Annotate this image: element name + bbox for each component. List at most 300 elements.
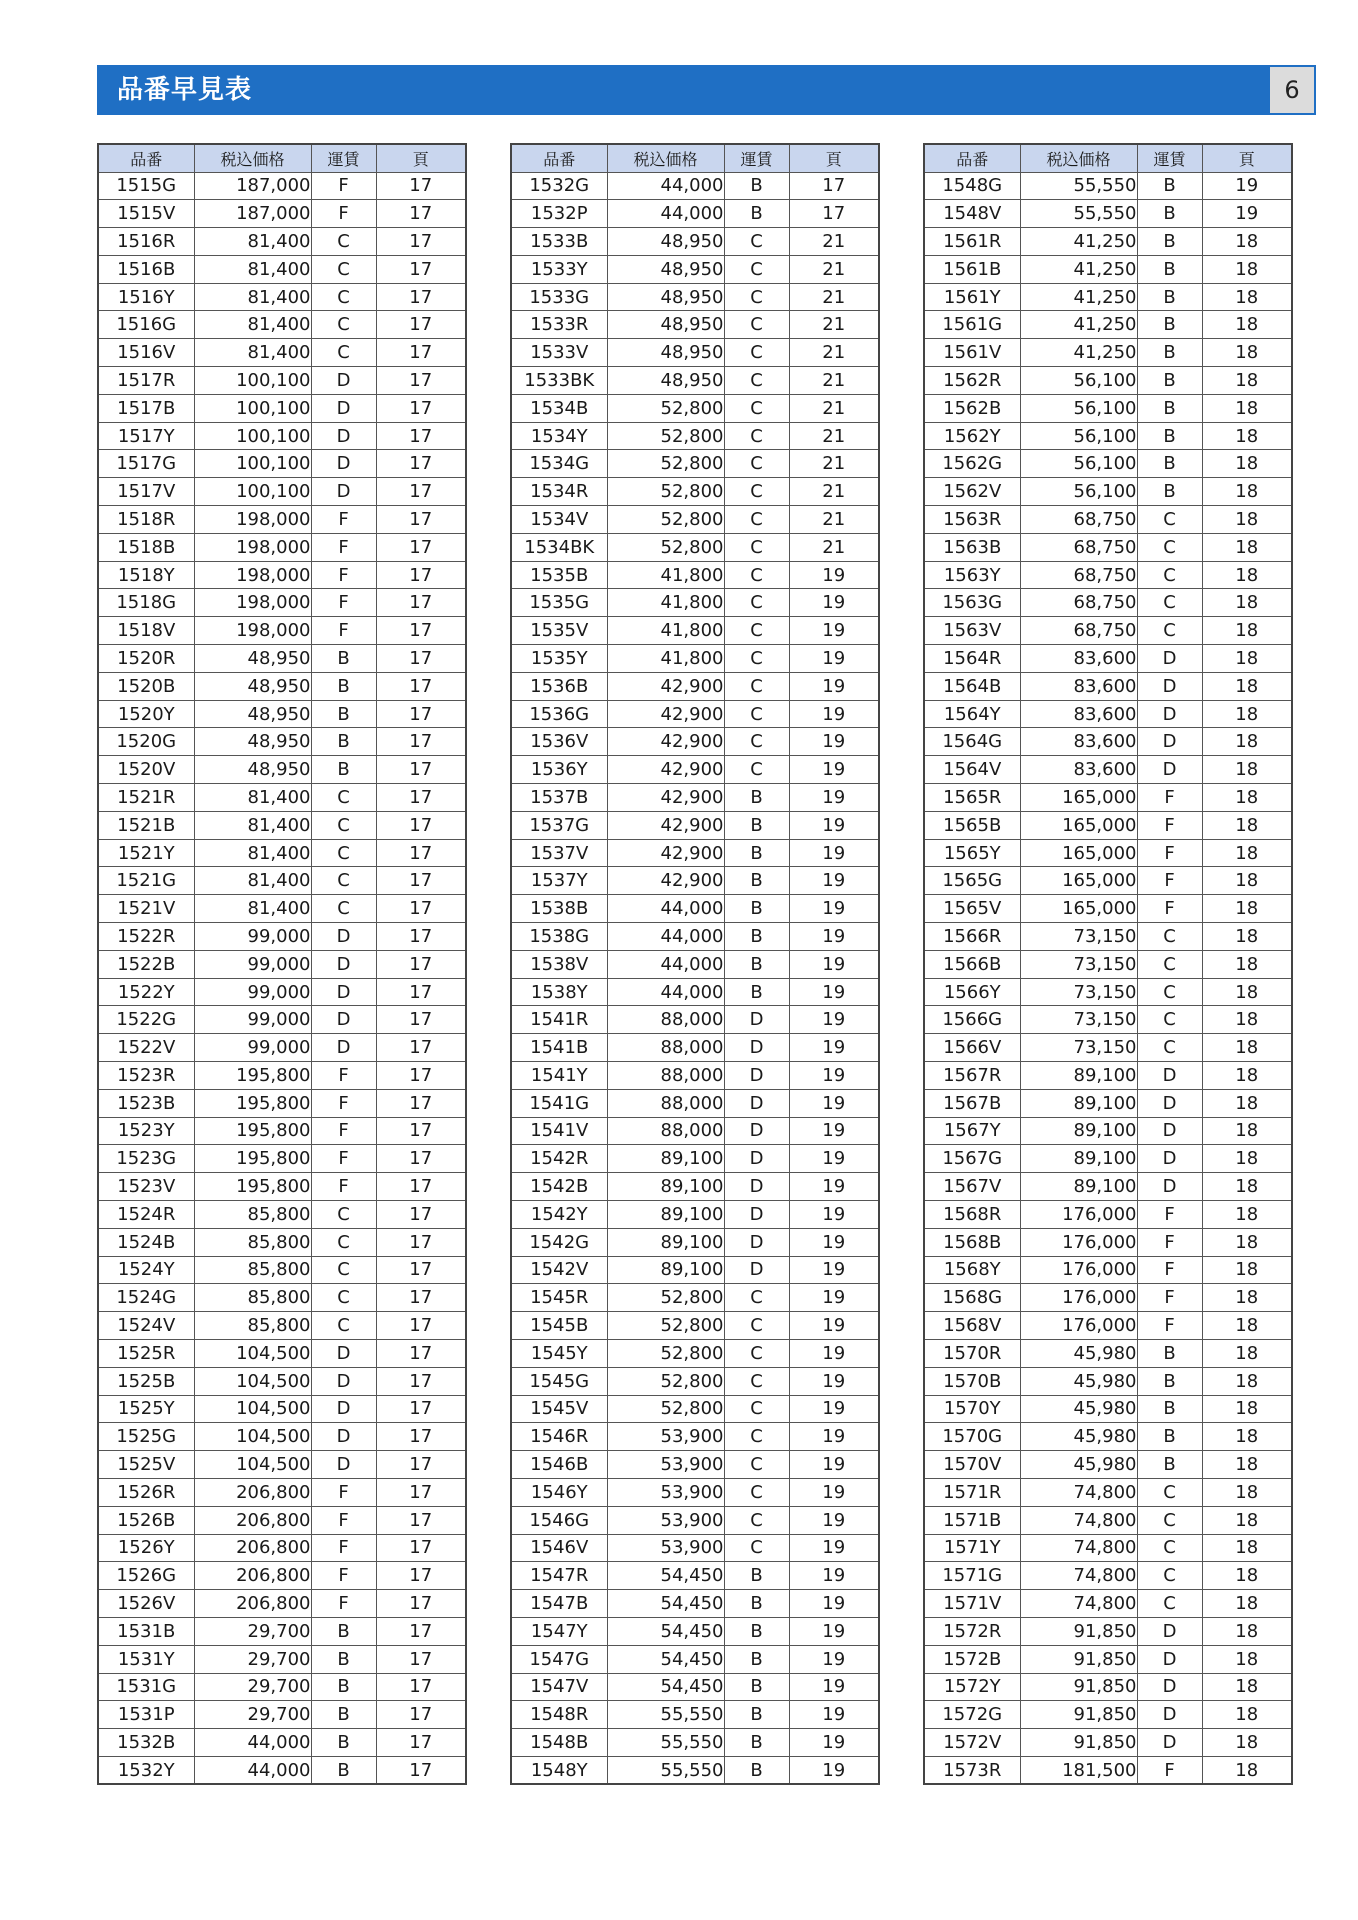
page-cell: 18	[1202, 1590, 1292, 1618]
price-cell: 54,450	[607, 1562, 724, 1590]
freight-cell: F	[311, 617, 376, 645]
freight-cell: B	[311, 756, 376, 784]
freight-cell: B	[1137, 422, 1202, 450]
page-cell: 18	[1202, 283, 1292, 311]
page-cell: 19	[789, 1228, 879, 1256]
page-cell: 17	[376, 784, 466, 812]
part-number-cell: 1536B	[511, 672, 607, 700]
freight-cell: D	[1137, 1673, 1202, 1701]
part-number-cell: 1522G	[98, 1006, 194, 1034]
page-cell: 19	[789, 1451, 879, 1479]
page-cell: 17	[376, 228, 466, 256]
table-row	[98, 533, 466, 561]
price-cell: 206,800	[194, 1562, 311, 1590]
part-number-cell: 1515V	[98, 200, 194, 228]
part-number-cell: 1533B	[511, 228, 607, 256]
part-number-cell: 1534BK	[511, 533, 607, 561]
page-cell: 21	[789, 367, 879, 395]
price-cell: 42,900	[607, 728, 724, 756]
table-row	[924, 1367, 1292, 1395]
part-number-cell: 1565Y	[924, 839, 1020, 867]
part-number-cell: 1564V	[924, 756, 1020, 784]
price-cell: 54,450	[607, 1590, 724, 1618]
table-row	[924, 978, 1292, 1006]
freight-cell: D	[724, 1173, 789, 1201]
part-number-cell: 1518Y	[98, 561, 194, 589]
price-cell: 104,500	[194, 1451, 311, 1479]
part-number-cell: 1568V	[924, 1312, 1020, 1340]
page-cell: 19	[789, 1645, 879, 1673]
table-row	[98, 1729, 466, 1757]
freight-cell: C	[724, 561, 789, 589]
table-row	[924, 1200, 1292, 1228]
table-row	[98, 867, 466, 895]
price-cell: 165,000	[1020, 784, 1137, 812]
part-number-cell: 1533V	[511, 339, 607, 367]
price-cell: 89,100	[607, 1200, 724, 1228]
price-cell: 54,450	[607, 1673, 724, 1701]
part-number-cell: 1525Y	[98, 1395, 194, 1423]
part-number-cell: 1525R	[98, 1339, 194, 1367]
price-cell: 88,000	[607, 1117, 724, 1145]
price-cell: 83,600	[1020, 728, 1137, 756]
page-cell: 18	[1202, 1256, 1292, 1284]
price-cell: 89,100	[1020, 1173, 1137, 1201]
table-row	[98, 839, 466, 867]
freight-cell: C	[724, 617, 789, 645]
freight-cell: C	[1137, 533, 1202, 561]
page-cell: 19	[789, 1117, 879, 1145]
price-cell: 74,800	[1020, 1590, 1137, 1618]
table-row	[924, 728, 1292, 756]
price-cell: 85,800	[194, 1256, 311, 1284]
page-cell: 18	[1202, 533, 1292, 561]
price-cell: 56,100	[1020, 422, 1137, 450]
freight-cell: C	[724, 1395, 789, 1423]
price-cell: 53,900	[607, 1478, 724, 1506]
freight-cell: D	[724, 1228, 789, 1256]
part-number-cell: 1562Y	[924, 422, 1020, 450]
table-row	[511, 867, 879, 895]
table-row	[98, 1006, 466, 1034]
price-cell: 45,980	[1020, 1367, 1137, 1395]
page-cell: 18	[1202, 728, 1292, 756]
freight-cell: D	[311, 450, 376, 478]
freight-cell: F	[1137, 1756, 1202, 1784]
freight-cell: C	[311, 283, 376, 311]
part-number-cell: 1521V	[98, 895, 194, 923]
page-cell: 17	[376, 672, 466, 700]
page-cell: 19	[789, 1701, 879, 1729]
freight-cell: F	[1137, 839, 1202, 867]
freight-cell: B	[1137, 228, 1202, 256]
table-row	[98, 450, 466, 478]
part-number-cell: 1567V	[924, 1173, 1020, 1201]
price-cell: 176,000	[1020, 1200, 1137, 1228]
table-row	[511, 1673, 879, 1701]
price-cell: 99,000	[194, 923, 311, 951]
page-cell: 17	[376, 645, 466, 673]
page-cell: 17	[376, 839, 466, 867]
price-cell: 48,950	[194, 728, 311, 756]
price-cell: 81,400	[194, 283, 311, 311]
part-number-cell: 1535Y	[511, 645, 607, 673]
table-row	[511, 895, 879, 923]
table-row	[924, 700, 1292, 728]
page-cell: 19	[789, 1089, 879, 1117]
page-cell: 19	[789, 645, 879, 673]
page-cell: 18	[1202, 1173, 1292, 1201]
freight-cell: B	[724, 1562, 789, 1590]
part-number-cell: 1538Y	[511, 978, 607, 1006]
price-cell: 41,800	[607, 589, 724, 617]
freight-cell: C	[311, 895, 376, 923]
freight-cell: C	[311, 228, 376, 256]
freight-cell: B	[1137, 200, 1202, 228]
freight-cell: C	[1137, 561, 1202, 589]
table-row	[924, 228, 1292, 256]
page-cell: 17	[376, 1645, 466, 1673]
table-row	[511, 1423, 879, 1451]
part-number-cell: 1521B	[98, 811, 194, 839]
page-cell: 19	[789, 1256, 879, 1284]
price-cell: 206,800	[194, 1534, 311, 1562]
page-cell: 18	[1202, 950, 1292, 978]
freight-cell: D	[724, 1256, 789, 1284]
title-banner	[97, 65, 1316, 115]
header-row	[98, 144, 466, 172]
price-cell: 165,000	[1020, 867, 1137, 895]
table-row	[924, 1395, 1292, 1423]
freight-cell: C	[311, 1228, 376, 1256]
page-cell: 17	[376, 1673, 466, 1701]
price-cell: 195,800	[194, 1117, 311, 1145]
part-number-cell: 1547V	[511, 1673, 607, 1701]
column-header: 品番	[98, 144, 194, 172]
page-cell: 19	[789, 839, 879, 867]
part-number-cell: 1534R	[511, 478, 607, 506]
column-header: 税込価格	[1020, 144, 1137, 172]
page-cell: 17	[376, 1089, 466, 1117]
part-number-cell: 1563G	[924, 589, 1020, 617]
table-row	[98, 1228, 466, 1256]
freight-cell: B	[724, 978, 789, 1006]
table-row	[511, 1006, 879, 1034]
table-row	[98, 589, 466, 617]
part-number-cell: 1533R	[511, 311, 607, 339]
table-row	[924, 255, 1292, 283]
price-cell: 53,900	[607, 1506, 724, 1534]
table-row	[98, 978, 466, 1006]
page-cell: 18	[1202, 311, 1292, 339]
table-row	[511, 200, 879, 228]
page-cell: 21	[789, 394, 879, 422]
freight-cell: D	[311, 1423, 376, 1451]
freight-cell: D	[311, 1451, 376, 1479]
part-number-cell: 1531B	[98, 1617, 194, 1645]
part-number-cell: 1568B	[924, 1228, 1020, 1256]
part-number-cell: 1531Y	[98, 1645, 194, 1673]
price-cell: 74,800	[1020, 1534, 1137, 1562]
table-row	[924, 450, 1292, 478]
page-cell: 17	[376, 756, 466, 784]
table-row	[98, 950, 466, 978]
table-row	[98, 923, 466, 951]
page-cell: 18	[1202, 1756, 1292, 1784]
freight-cell: F	[311, 1062, 376, 1090]
part-number-cell: 1520R	[98, 645, 194, 673]
part-number-cell: 1542R	[511, 1145, 607, 1173]
table-row	[924, 1006, 1292, 1034]
part-number-cell: 1531G	[98, 1673, 194, 1701]
price-cell: 100,100	[194, 422, 311, 450]
table-row	[511, 672, 879, 700]
freight-cell: C	[1137, 1506, 1202, 1534]
price-cell: 42,900	[607, 839, 724, 867]
part-number-cell: 1524B	[98, 1228, 194, 1256]
table-row	[511, 1729, 879, 1757]
freight-cell: C	[311, 839, 376, 867]
table-row	[511, 700, 879, 728]
page-cell: 21	[789, 506, 879, 534]
table-row	[98, 394, 466, 422]
page-cell: 19	[789, 1395, 879, 1423]
table-row	[511, 172, 879, 200]
table-row	[511, 1534, 879, 1562]
price-cell: 89,100	[607, 1256, 724, 1284]
freight-cell: B	[724, 895, 789, 923]
freight-cell: C	[724, 1339, 789, 1367]
part-number-cell: 1542V	[511, 1256, 607, 1284]
price-cell: 83,600	[1020, 700, 1137, 728]
page-cell: 19	[789, 589, 879, 617]
table-row	[98, 1117, 466, 1145]
price-cell: 99,000	[194, 950, 311, 978]
part-number-cell: 1518G	[98, 589, 194, 617]
table-row	[98, 422, 466, 450]
table-row	[98, 1423, 466, 1451]
table-row	[98, 367, 466, 395]
price-cell: 44,000	[607, 172, 724, 200]
table-row	[511, 728, 879, 756]
table-row	[924, 867, 1292, 895]
price-cell: 41,250	[1020, 228, 1137, 256]
page-cell: 19	[789, 1145, 879, 1173]
price-cell: 81,400	[194, 339, 311, 367]
part-number-cell: 1573R	[924, 1756, 1020, 1784]
table-row	[511, 645, 879, 673]
table-row	[98, 811, 466, 839]
price-cell: 176,000	[1020, 1312, 1137, 1340]
part-number-cell: 1568Y	[924, 1256, 1020, 1284]
page-cell: 18	[1202, 1423, 1292, 1451]
table-row	[924, 1117, 1292, 1145]
freight-cell: D	[1137, 1729, 1202, 1757]
price-cell: 56,100	[1020, 478, 1137, 506]
freight-cell: C	[724, 339, 789, 367]
page-cell: 17	[376, 1534, 466, 1562]
price-cell: 54,450	[607, 1645, 724, 1673]
freight-cell: D	[1137, 672, 1202, 700]
table-row	[511, 1395, 879, 1423]
price-cell: 104,500	[194, 1395, 311, 1423]
freight-cell: D	[311, 950, 376, 978]
part-number-cell: 1541R	[511, 1006, 607, 1034]
page-cell: 17	[376, 1228, 466, 1256]
part-number-cell: 1524V	[98, 1312, 194, 1340]
page-cell: 17	[376, 450, 466, 478]
part-table-2	[510, 143, 880, 1785]
freight-cell: F	[1137, 1200, 1202, 1228]
price-cell: 81,400	[194, 895, 311, 923]
part-number-cell: 1570V	[924, 1451, 1020, 1479]
price-cell: 53,900	[607, 1534, 724, 1562]
table-row	[924, 839, 1292, 867]
price-cell: 73,150	[1020, 950, 1137, 978]
table-row	[511, 1451, 879, 1479]
table-row	[924, 1534, 1292, 1562]
freight-cell: F	[1137, 895, 1202, 923]
freight-cell: C	[1137, 617, 1202, 645]
part-number-cell: 1538G	[511, 923, 607, 951]
page-cell: 18	[1202, 1312, 1292, 1340]
table-row	[924, 311, 1292, 339]
page-cell: 18	[1202, 1117, 1292, 1145]
page-cell: 17	[376, 172, 466, 200]
price-cell: 206,800	[194, 1506, 311, 1534]
freight-cell: C	[724, 394, 789, 422]
freight-cell: C	[311, 255, 376, 283]
page-cell: 17	[376, 394, 466, 422]
price-cell: 81,400	[194, 311, 311, 339]
table-row	[98, 1312, 466, 1340]
part-number-cell: 1538V	[511, 950, 607, 978]
table-row	[924, 1590, 1292, 1618]
table-row	[511, 1173, 879, 1201]
freight-cell: B	[724, 1701, 789, 1729]
table-row	[98, 1562, 466, 1590]
freight-cell: C	[1137, 1590, 1202, 1618]
price-cell: 41,800	[607, 561, 724, 589]
page-cell: 18	[1202, 1645, 1292, 1673]
part-number-cell: 1521R	[98, 784, 194, 812]
part-number-cell: 1546V	[511, 1534, 607, 1562]
freight-cell: C	[724, 1312, 789, 1340]
page-cell: 19	[789, 978, 879, 1006]
part-number-cell: 1525G	[98, 1423, 194, 1451]
freight-cell: F	[311, 1590, 376, 1618]
column-header: 税込価格	[194, 144, 311, 172]
table-row	[98, 1534, 466, 1562]
page-cell: 18	[1202, 645, 1292, 673]
page-cell: 17	[376, 1478, 466, 1506]
freight-cell: B	[311, 1673, 376, 1701]
price-cell: 42,900	[607, 867, 724, 895]
page-cell: 17	[376, 1423, 466, 1451]
freight-cell: B	[311, 1729, 376, 1757]
freight-cell: B	[1137, 1423, 1202, 1451]
price-cell: 85,800	[194, 1200, 311, 1228]
freight-cell: C	[311, 784, 376, 812]
table-row	[511, 1506, 879, 1534]
table-row	[511, 1562, 879, 1590]
page-cell: 18	[1202, 811, 1292, 839]
column-header: 運賃	[311, 144, 376, 172]
table-row	[924, 506, 1292, 534]
table-row	[924, 367, 1292, 395]
page-cell: 17	[376, 1701, 466, 1729]
price-cell: 176,000	[1020, 1284, 1137, 1312]
price-cell: 85,800	[194, 1228, 311, 1256]
part-number-cell: 1525V	[98, 1451, 194, 1479]
price-cell: 41,250	[1020, 339, 1137, 367]
freight-cell: F	[1137, 1284, 1202, 1312]
freight-cell: F	[311, 1506, 376, 1534]
freight-cell: C	[724, 700, 789, 728]
price-cell: 104,500	[194, 1339, 311, 1367]
part-number-cell: 1562V	[924, 478, 1020, 506]
freight-cell: D	[724, 1145, 789, 1173]
table-row	[98, 311, 466, 339]
freight-cell: C	[1137, 1034, 1202, 1062]
column-header: 頁	[376, 144, 466, 172]
part-number-cell: 1523V	[98, 1173, 194, 1201]
freight-cell: F	[311, 1117, 376, 1145]
price-cell: 89,100	[1020, 1089, 1137, 1117]
page-cell: 18	[1202, 923, 1292, 951]
price-cell: 206,800	[194, 1590, 311, 1618]
page-cell: 18	[1202, 478, 1292, 506]
price-cell: 81,400	[194, 228, 311, 256]
page-cell: 19	[789, 1590, 879, 1618]
part-number-cell: 1561G	[924, 311, 1020, 339]
freight-cell: C	[724, 533, 789, 561]
page-cell: 18	[1202, 394, 1292, 422]
price-cell: 187,000	[194, 172, 311, 200]
table-row	[924, 1145, 1292, 1173]
table-row	[98, 672, 466, 700]
freight-cell: C	[311, 1312, 376, 1340]
part-number-cell: 1570G	[924, 1423, 1020, 1451]
page-cell: 18	[1202, 700, 1292, 728]
price-cell: 48,950	[194, 672, 311, 700]
part-number-cell: 1535B	[511, 561, 607, 589]
table-row	[924, 1701, 1292, 1729]
table-row	[924, 394, 1292, 422]
table-row	[98, 1395, 466, 1423]
price-cell: 42,900	[607, 811, 724, 839]
part-number-cell: 1516Y	[98, 283, 194, 311]
table-row	[511, 367, 879, 395]
freight-cell: D	[1137, 1089, 1202, 1117]
table-row	[511, 950, 879, 978]
page-cell: 19	[789, 1034, 879, 1062]
part-number-cell: 1566B	[924, 950, 1020, 978]
freight-cell: B	[724, 1645, 789, 1673]
freight-cell: B	[724, 839, 789, 867]
part-number-cell: 1516V	[98, 339, 194, 367]
table-row	[924, 1617, 1292, 1645]
part-number-cell: 1564Y	[924, 700, 1020, 728]
part-number-cell: 1564B	[924, 672, 1020, 700]
part-number-cell: 1520V	[98, 756, 194, 784]
column-header: 税込価格	[607, 144, 724, 172]
page-cell: 17	[376, 728, 466, 756]
part-number-cell: 1526R	[98, 1478, 194, 1506]
page-cell: 17	[376, 533, 466, 561]
part-number-cell: 1515G	[98, 172, 194, 200]
freight-cell: B	[311, 700, 376, 728]
